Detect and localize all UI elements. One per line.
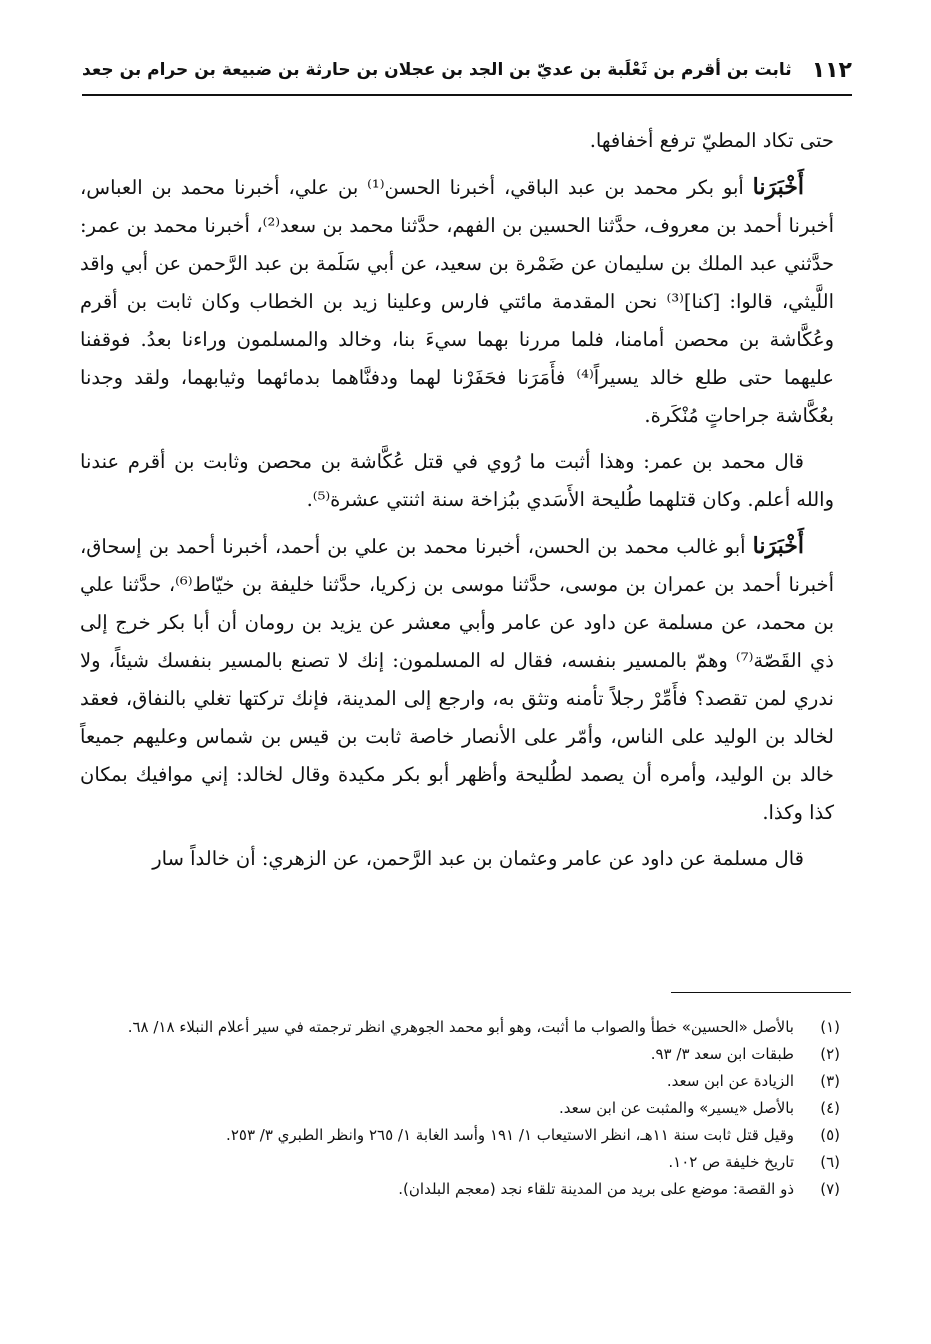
paragraph-text: أبو بكر محمد بن عبد الباقي، أخبرنا الحسن⁽¹⁾ بن علي، أخبرنا محمد بن العباس، أخبرنا أحمد بن معروف، حدَّثنا الحسين بن الفهم، حدَّثنا محمد بن سعد⁽²⁾، أخبرنا محمد بن عمر: حدَّثني عبد الملك بن سليمان عن ضَمْرة بن سعيد، عن أبي سَلَمة بن عبد الرَّحمن عن أبي واقد اللَّيثي، قالوا: [كنا]⁽³⁾ نحن المقدمة مائتي فارس وعلينا زيد بن الخطاب وكان ثابت بن أقرم وعُكَّاشة بن محصن أمامنا، فلما مررنا بهما سيءَ بنا، وخالد والمسلمون وراءنا بعدُ. فوقفنا عليهما حتى طلع خالد يسيراً⁽⁴⁾ فأَمَرَنا فحَفَرْنا لهما ودفنَّاهما بدمائهما وثيابهما، ولقد وجدنا بعُكَّاشة جراحاتٍ مُنْكَرة.	[80, 176, 834, 427]
footnote-text: بالأصل «الحسين» خطأ والصواب ما أثبت، وهو أبو محمد الجوهري انظر ترجمته في سير أعلام النبلاء ١٨/ ٦٨.	[127, 1018, 794, 1036]
footnote-text: ذو القصة: موضع على بريد من المدينة تلقاء نجد (معجم البلدان).	[398, 1180, 794, 1198]
footnote-text: تاريخ خليفة ص ١٠٢.	[668, 1153, 794, 1171]
page-header	[82, 58, 852, 96]
footnote	[88, 1014, 840, 1041]
footnote-number: (٦)	[820, 1153, 840, 1171]
footnote	[88, 1041, 840, 1068]
paragraph	[80, 840, 834, 878]
footnote	[88, 1149, 840, 1176]
footnote	[88, 1122, 840, 1149]
paragraph-text: حتى تكاد المطيّ ترفع أخفافها.	[589, 129, 834, 152]
footnote-text: وقيل قتل ثابت سنة ١١هـ، انظر الاستيعاب ١/ ١٩١ وأسد الغابة ١/ ٢٦٥ وانظر الطبري ٣/ ٢٥٣.	[226, 1126, 794, 1144]
footnote-number: (٧)	[820, 1180, 840, 1198]
running-title: ثابت بن أقرم بن ثَعْلَبة بن عديّ بن الجد بن عجلان بن حارثة بن ضبيعة بن حرام بن جعد	[82, 60, 792, 80]
main-text	[80, 122, 834, 886]
footnote-number: (٤)	[820, 1099, 840, 1117]
page-number: ١١٢	[811, 58, 852, 83]
footnotes	[88, 1014, 840, 1203]
footnote-number: (٥)	[820, 1126, 840, 1144]
footnote-separator	[671, 992, 851, 993]
paragraph	[80, 168, 834, 435]
paragraph-text: قال محمد بن عمر: وهذا أثبت ما رُوي في قتل عُكَّاشة بن محصن وثابت بن أقرم عندنا والله أعلم. وكان قتلهما طُليحة الأَسَدي ببُزاخة سنة اثنتي عشرة⁽⁵⁾.	[80, 450, 834, 511]
paragraph	[80, 122, 834, 160]
footnote	[88, 1176, 840, 1203]
footnote-text: الزيادة عن ابن سعد.	[666, 1072, 794, 1090]
footnote	[88, 1095, 840, 1122]
footnote-number: (١)	[820, 1018, 840, 1036]
footnote-text: بالأصل «يسير» والمثبت عن ابن سعد.	[559, 1099, 794, 1117]
footnote	[88, 1068, 840, 1095]
paragraph-keyword: أَخْبَرَنا	[752, 174, 804, 200]
paragraph	[80, 527, 834, 832]
footnote-text: طبقات ابن سعد ٣/ ٩٣.	[650, 1045, 794, 1063]
footnote-number: (٢)	[820, 1045, 840, 1063]
footnote-number: (٣)	[820, 1072, 840, 1090]
paragraph-text: أبو غالب محمد بن الحسن، أخبرنا محمد بن علي بن أحمد، أخبرنا أحمد بن إسحاق، أخبرنا أحمد بن عمران بن موسى، حدَّثنا موسى بن زكريا، حدَّثنا خليفة بن خيّاط⁽⁶⁾، حدَّثنا علي بن محمد، عن مسلمة عن داود عن عامر وأبي معشر عن يزيد بن رومان أن أبا بكر خرج إلى ذي القَصّة⁽⁷⁾ وهمّ بالمسير بنفسه، فقال له المسلمون: إنك لا تصنع بالمسير بنفسك شيئاً، ولا ندري لمن تقصد؟ فأَمِّرْ رجلاً تأمنه وتثق به، وارجع إلى المدينة، فإنك تركتها تغلي بالنفاق، فعقد لخالد بن الوليد على الناس، وأمّر على الأنصار خاصة ثابت بن قيس بن شماس وعليهم جميعاً خالد بن الوليد، وأمره أن يصمد لطُليحة وأظهر أبو بكر مكيدة وقال لخالد: إني موافيك بمكان كذا وكذا.	[80, 535, 834, 824]
paragraph-text: قال مسلمة عن داود عن عامر وعثمان بن عبد الرَّحمن، عن الزهري: أن خالداً سار	[152, 847, 804, 870]
paragraph-keyword: أَخْبَرَنا	[752, 533, 804, 559]
paragraph	[80, 443, 834, 519]
